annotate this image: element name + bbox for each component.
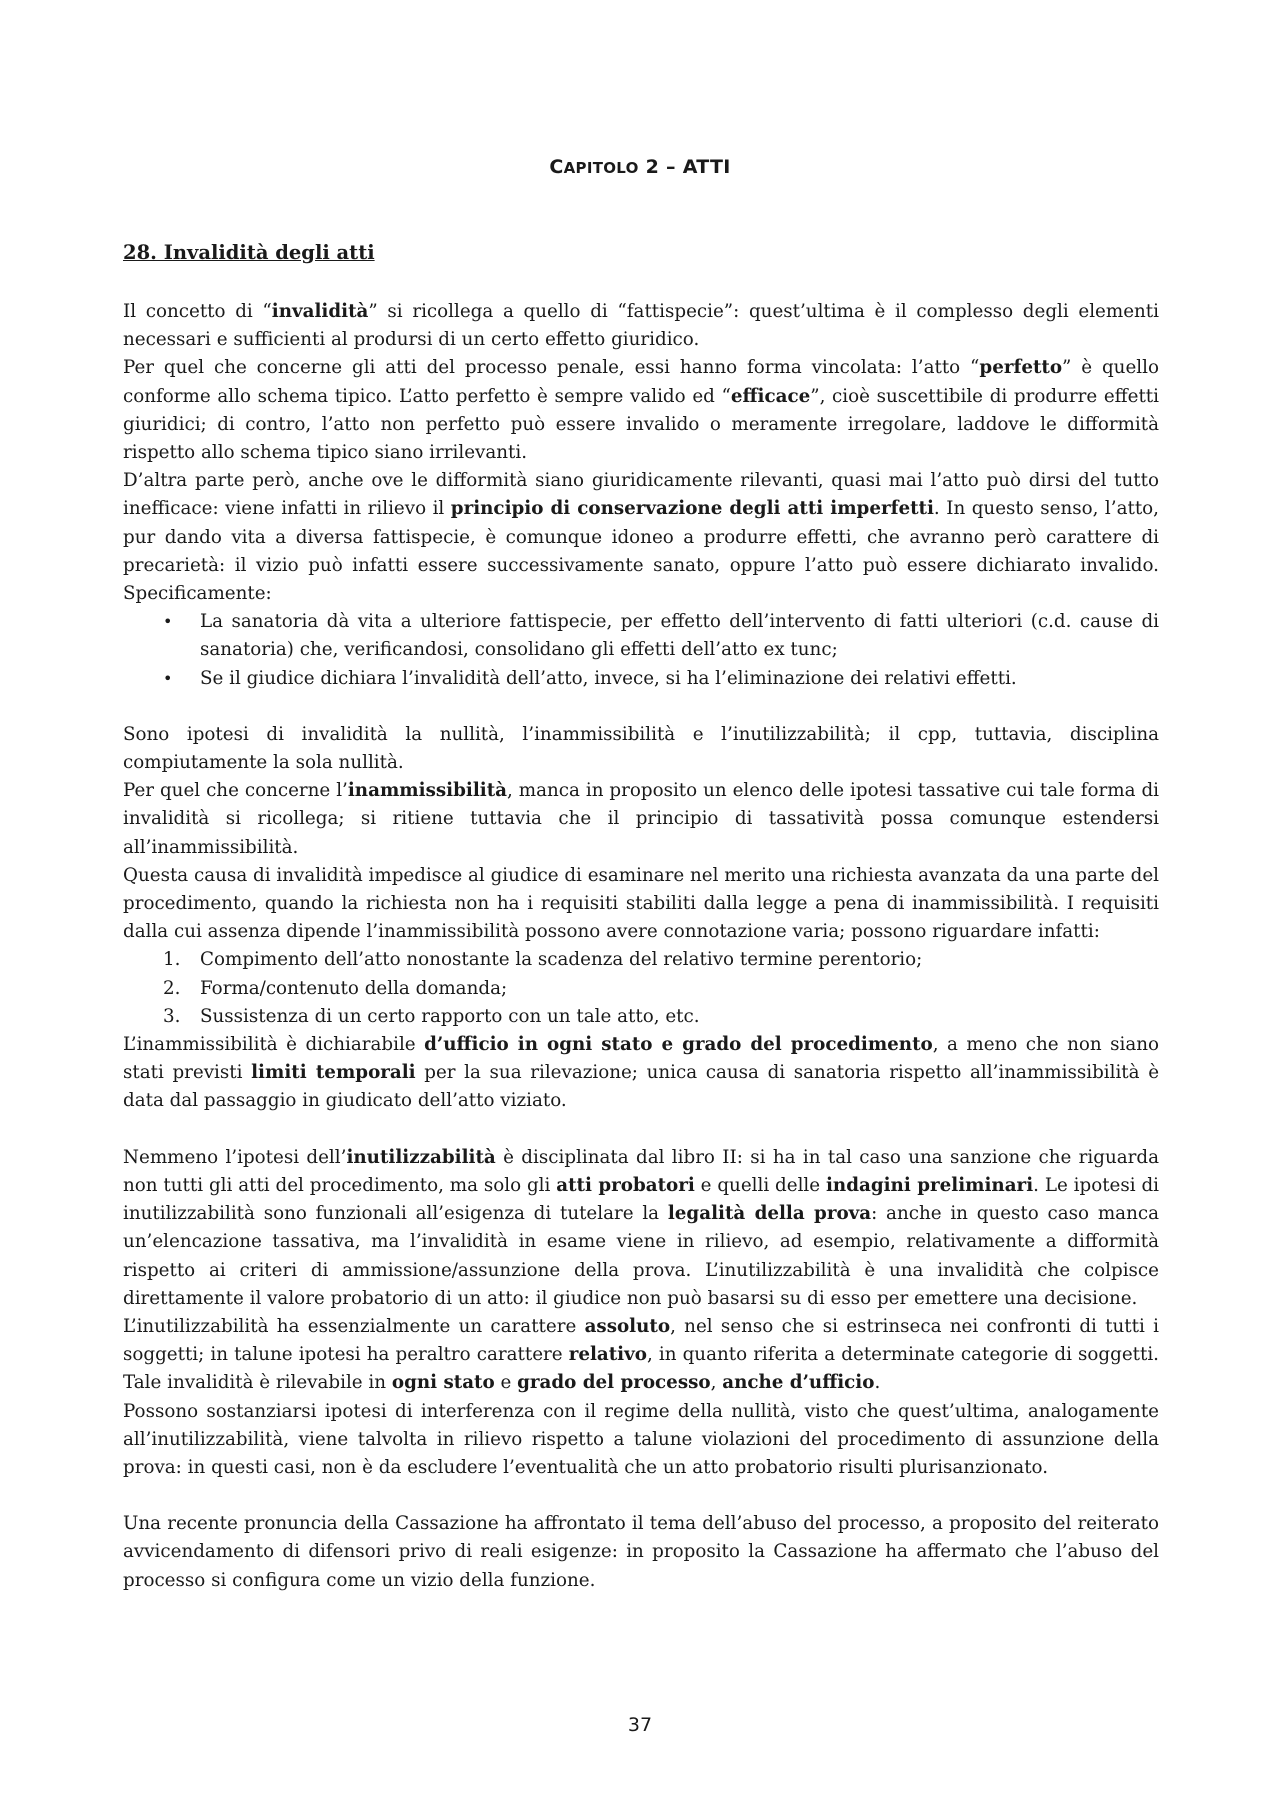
chapter-title-initial: C [549,156,564,178]
bullet-list [123,608,1159,693]
bullet-icon: • [163,612,173,632]
chapter-title [0,156,1280,178]
paragraph-invalidita: Il concetto di “invalidità” si ricollega a quello di “fattispecie”: quest’ultima è il complesso degli elementi necessari e sufficienti al prodursi di un certo effetto giuridico. [123,301,1159,351]
paragraph-ipotesi-invalidita: Sono ipotesi di invalidità la nullità, l’inammissibilità e l’inutilizzabilità; il cpp, tuttavia, disciplina compiutamente la sola nullità. [123,723,1159,774]
list-item: • La sanatoria dà vita a ulteriore fattispecie, per effetto dell’intervento di fatti ulteriori (c.d. cause di sanatoria) che, verificandosi, consolidano gli effetti dell’atto ex tunc; [123,608,1159,664]
paragraph-inutilizzabilita: Nemmeno l’ipotesi dell’inutilizzabilità è disciplinata dal libro II: si ha in tal caso una sanzione che riguarda non tutti gli atti del procedimento, ma solo gli atti probatori e quelli delle indagini preliminari. Le ipotesi di inutilizzabilità sono funzionali all’esigenza di tutelare la legalità della prova: anche in questo caso manca un’elencazione tassativa, ma l’invalidità in esame viene in rilievo, ad esempio, relativamente a difformità rispetto ai criteri di ammissione/assunzione della prova. L’inutilizzabilità è una invalidità che colpisce direttamente il valore probatorio di un atto: il giudice non può basarsi su di esso per emettere una decisione. [123,1146,1160,1309]
paragraph-dichiarabile: L’inammissibilità è dichiarabile d’ufficio in ogni stato e grado del procedimento, a meno che non siano stati previsti limiti temporali per la sua rilevazione; unica causa di sanatoria rispetto all’inammissibilità è data dal passaggio in giudicato dell’atto viziato. [123,1034,1160,1112]
chapter-title-rest: 2 – ATTI [638,156,731,178]
bullet-icon: • [163,668,173,688]
list-item: 3. Sussistenza di un certo rapporto con un tale atto, etc. [163,1005,700,1027]
paragraph-conservazione: D’altra parte però, anche ove le difformità siano giuridicamente rilevanti, quasi mai l’atto può dirsi del tutto inefficace: viene infatti in rilievo il principio di conservazione degli atti imperfetti. In questo senso, l’atto, pur dando vita a diversa fattispecie, è comunque idoneo a produrre effetti, che avranno però carattere di precarietà: il vizio può infatti essere successivamente sanato, oppure l’atto può essere dichiarato invalido. Specificamente: [123,470,1159,605]
paragraph-inammissibilita: Per quel che concerne l’inammissibilità, manca in proposito un elenco delle ipotesi tassative cui tale forma di invalidità si ricollega; si ritiene tuttavia che il principio di tassatività possa comunque estendersi all’inammissibilità. [123,780,1159,858]
paragraph-cassazione: Una recente pronuncia della Cassazione ha affrontato il tema dell’abuso del processo, a proposito del reiterato avvicendamento di difensori privo di reali esigenze: in proposito la Cassazione ha affermato che l’abuso del processo si configura come un vizio della funzione. [123,1513,1159,1591]
paragraph-interferenza: Possono sostanziarsi ipotesi di interferenza con il regime della nullità, visto che quest’ultima, analogamente all’inutilizzabilità, viene talvolta in rilievo rispetto a talune violazioni del procedimento di assunzione della prova: in questi casi, non è da escludere l’eventualità che un atto probatorio risulti plurisanzionato. [123,1400,1159,1478]
page-number: 37 [627,1714,653,1736]
paragraph-carattere-assoluto: L’inutilizzabilità ha essenzialmente un carattere assoluto, nel senso che si estrinseca nei confronti di tutti i soggetti; in talune ipotesi ha peraltro carattere relativo, in quanto riferita a determinate categorie di soggetti. Tale invalidità è rilevabile in ogni stato e grado del processo, anche d’ufficio. [123,1315,1159,1394]
list-item: • Se il giudice dichiara l’invalidità dell’atto, invece, si ha l’eliminazione dei relativi effetti. [123,665,1159,693]
section-heading: 28. Invalidità degli atti [123,241,375,264]
chapter-title-smallcaps: APITOLO [563,159,639,177]
list-item: 1. Compimento dell’atto nonostante la scadenza del relativo termine perentorio; [163,949,923,971]
paragraph-atto-perfetto: Per quel che concerne gli atti del processo penale, essi hanno forma vincolata: l’atto “perfetto” è quello conforme allo schema tipico. L’atto perfetto è sempre valido ed “efficace”, cioè suscettibile di produrre effetti giuridici; di contro, l’atto non perfetto può essere invalido o meramente irregolare, laddove le difformità rispetto allo schema tipico siano irrilevanti. [123,357,1159,464]
numbered-list [123,946,1159,1031]
list-item: 2. Forma/contenuto della domanda; [163,977,508,999]
paragraph-causa-invalidita: Questa causa di invalidità impedisce al giudice di esaminare nel merito una richiesta avanzata da una parte del procedimento, quando la richiesta non ha i requisiti stabiliti dalla legge a pena di inammissibilità. I requisiti dalla cui assenza dipende l’inammissibilità possono avere connotazione varia; possono riguardare infatti: [123,864,1159,943]
body-text [123,298,1159,1595]
